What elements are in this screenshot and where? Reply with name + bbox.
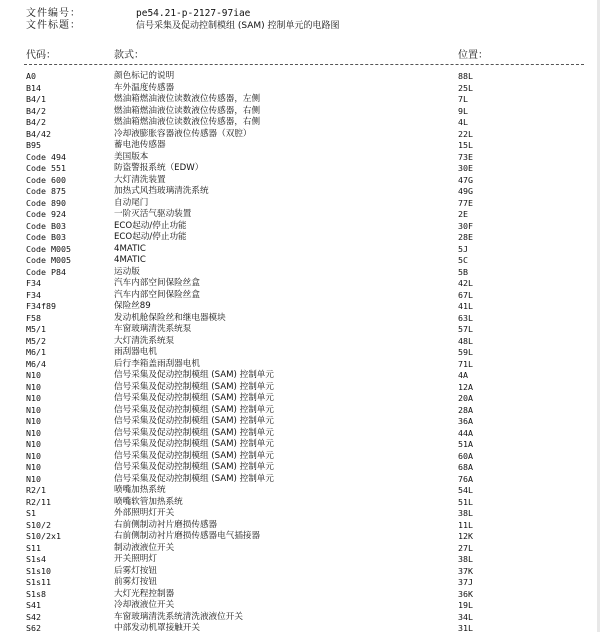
list-item bbox=[0, 347, 600, 359]
component-description: 发动机舱保险丝和继电器模块 bbox=[114, 312, 226, 323]
component-code: Code 875 bbox=[26, 186, 66, 196]
component-code: N10 bbox=[26, 404, 41, 415]
component-description: 大灯光程控制器 bbox=[114, 588, 175, 599]
component-description: 燃油箱燃油液位读数液位传感器，右侧 bbox=[114, 105, 261, 116]
list-item bbox=[0, 175, 600, 187]
component-position: 41L bbox=[458, 301, 473, 311]
component-position: 25L bbox=[458, 82, 473, 93]
component-position: 15L bbox=[458, 140, 473, 150]
list-item bbox=[0, 589, 600, 601]
list-item bbox=[0, 554, 600, 566]
document-number-value: pe54.21-p-2127-97iae bbox=[136, 8, 251, 19]
component-description: 前雾灯按钮 bbox=[114, 577, 157, 587]
component-position: 4L bbox=[458, 117, 468, 127]
list-item bbox=[0, 244, 600, 256]
component-code: N10 bbox=[26, 473, 41, 484]
list-item bbox=[0, 497, 600, 509]
list-item bbox=[0, 370, 600, 382]
list-item bbox=[0, 221, 600, 233]
component-description: 自动尾门 bbox=[114, 197, 149, 208]
component-description: 保险丝89 bbox=[114, 301, 151, 311]
list-item bbox=[0, 106, 600, 118]
component-description: 4MATIC bbox=[114, 243, 146, 254]
component-description: 喷嘴加热系统 bbox=[114, 485, 166, 495]
component-position: 19L bbox=[458, 600, 473, 610]
component-description: 车窗玻璃清洗系统清洗液液位开关 bbox=[114, 611, 243, 622]
component-code: S10/2 bbox=[26, 519, 51, 530]
component-description: 信号采集及促动控制模组 (SAM) 控制单元 bbox=[114, 427, 274, 438]
column-header-description: 款式： bbox=[114, 50, 144, 61]
component-position: 5J bbox=[458, 243, 468, 254]
component-position: 37J bbox=[458, 577, 473, 587]
list-item bbox=[0, 163, 600, 175]
component-description: ECO起动/停止功能 bbox=[114, 220, 187, 231]
component-description: 喷嘴软管加热系统 bbox=[114, 496, 183, 507]
component-position: 31L bbox=[458, 623, 473, 633]
component-description: 右前侧制动衬片磨损传感器 bbox=[114, 519, 218, 530]
component-position: 48L bbox=[458, 335, 473, 346]
component-code: B4/2 bbox=[26, 117, 46, 127]
list-item bbox=[0, 623, 600, 635]
document-title-line bbox=[26, 20, 340, 32]
list-item bbox=[0, 83, 600, 95]
component-description: 信号采集及促动控制模组 (SAM) 控制单元 bbox=[114, 473, 274, 484]
document-number-line bbox=[26, 8, 250, 20]
component-code: B4/1 bbox=[26, 94, 46, 104]
list-item bbox=[0, 485, 600, 497]
component-code: M6/1 bbox=[26, 347, 46, 357]
component-code: F34 bbox=[26, 289, 41, 300]
component-description: 大灯清洗装置 bbox=[114, 174, 166, 185]
list-item bbox=[0, 416, 600, 428]
component-code: F58 bbox=[26, 312, 41, 323]
component-code: N10 bbox=[26, 393, 41, 403]
component-position: 28A bbox=[458, 404, 473, 415]
component-list bbox=[0, 71, 600, 635]
component-description: 信号采集及促动控制模组 (SAM) 控制单元 bbox=[114, 416, 274, 426]
list-item bbox=[0, 462, 600, 474]
component-description: 蓄电池传感器 bbox=[114, 140, 166, 150]
component-code: Code 924 bbox=[26, 209, 66, 219]
component-description: 冷却液膨胀容器液位传感器（双腔） bbox=[114, 128, 252, 139]
list-item bbox=[0, 359, 600, 371]
component-position: 57L bbox=[458, 324, 473, 334]
component-code: N10 bbox=[26, 439, 41, 449]
component-description: 信号采集及促动控制模组 (SAM) 控制单元 bbox=[114, 450, 274, 461]
component-description: 美国版本 bbox=[114, 151, 149, 162]
component-code: N10 bbox=[26, 370, 41, 380]
component-code: F34f89 bbox=[26, 301, 56, 311]
component-position: 11L bbox=[458, 519, 473, 530]
component-code: Code 494 bbox=[26, 151, 66, 162]
component-position: 22L bbox=[458, 128, 473, 139]
component-position: 38L bbox=[458, 554, 473, 564]
component-description: 信号采集及促动控制模组 (SAM) 控制单元 bbox=[114, 393, 274, 403]
list-item bbox=[0, 290, 600, 302]
component-position: 49G bbox=[458, 186, 473, 196]
component-position: 47G bbox=[458, 174, 473, 185]
component-code: Code P84 bbox=[26, 266, 66, 277]
component-position: 28E bbox=[458, 232, 473, 242]
component-description: 汽车内部空间保险丝盒 bbox=[114, 289, 200, 300]
component-description: 雨刮器电机 bbox=[114, 347, 157, 357]
list-item bbox=[0, 612, 600, 624]
component-description: 信号采集及促动控制模组 (SAM) 控制单元 bbox=[114, 370, 274, 380]
component-position: 4A bbox=[458, 370, 468, 380]
component-position: 9L bbox=[458, 105, 468, 116]
list-item bbox=[0, 428, 600, 440]
component-code: Code B03 bbox=[26, 232, 66, 242]
component-description: 制动液液位开关 bbox=[114, 542, 175, 553]
list-item bbox=[0, 140, 600, 152]
component-position: 5B bbox=[458, 266, 468, 277]
component-description: 中部发动机罩接触开关 bbox=[114, 623, 200, 633]
component-code: B14 bbox=[26, 82, 41, 93]
component-description: 一阶灭活气驱动装置 bbox=[114, 209, 192, 219]
component-description: 加热式风挡玻璃清洗系统 bbox=[114, 186, 209, 196]
component-code: Code 890 bbox=[26, 197, 66, 208]
component-code: M6/4 bbox=[26, 358, 46, 369]
component-description: 后雾灯按钮 bbox=[114, 565, 157, 576]
component-position: 30E bbox=[458, 163, 473, 173]
component-position: 88L bbox=[458, 71, 473, 81]
component-position: 12A bbox=[458, 381, 473, 392]
component-code: N10 bbox=[26, 427, 41, 438]
list-item bbox=[0, 255, 600, 267]
component-position: 30F bbox=[458, 220, 473, 231]
list-item bbox=[0, 393, 600, 405]
list-item bbox=[0, 186, 600, 198]
component-description: 运动版 bbox=[114, 266, 140, 277]
component-code: Code M005 bbox=[26, 255, 71, 265]
component-position: 38L bbox=[458, 508, 473, 518]
component-description: 后行李箱盖雨刮器电机 bbox=[114, 358, 200, 369]
document-number-label: 文件编号： bbox=[26, 8, 81, 19]
component-code: Code 551 bbox=[26, 163, 66, 173]
list-item bbox=[0, 566, 600, 578]
component-code: M5/1 bbox=[26, 324, 46, 334]
component-code: A0 bbox=[26, 71, 36, 81]
component-position: 27L bbox=[458, 542, 473, 553]
list-item bbox=[0, 439, 600, 451]
list-item bbox=[0, 600, 600, 612]
component-code: B4/2 bbox=[26, 105, 46, 116]
list-item bbox=[0, 209, 600, 221]
component-description: 信号采集及促动控制模组 (SAM) 控制单元 bbox=[114, 381, 274, 392]
component-position: 7L bbox=[458, 94, 468, 104]
component-position: 51A bbox=[458, 439, 473, 449]
component-position: 60A bbox=[458, 450, 473, 461]
list-item bbox=[0, 232, 600, 244]
list-item bbox=[0, 313, 600, 325]
component-description: 汽车内部空间保险丝盒 bbox=[114, 278, 200, 288]
list-item bbox=[0, 543, 600, 555]
component-description: 4MATIC bbox=[114, 255, 146, 265]
component-position: 36A bbox=[458, 416, 473, 426]
component-description: ECO起动/停止功能 bbox=[114, 232, 187, 242]
list-item bbox=[0, 382, 600, 394]
list-item bbox=[0, 520, 600, 532]
component-code: N10 bbox=[26, 462, 41, 472]
component-position: 67L bbox=[458, 289, 473, 300]
header-divider bbox=[24, 64, 584, 65]
list-item bbox=[0, 508, 600, 520]
component-description: 外部照明灯开关 bbox=[114, 508, 175, 518]
component-position: 36K bbox=[458, 588, 473, 599]
component-code: S10/2x1 bbox=[26, 531, 61, 541]
component-position: 76A bbox=[458, 473, 473, 484]
component-description: 大灯清洗系统泵 bbox=[114, 335, 175, 346]
component-code: F34 bbox=[26, 278, 41, 288]
component-code: S11 bbox=[26, 542, 41, 553]
component-code: S42 bbox=[26, 611, 41, 622]
component-code: B95 bbox=[26, 140, 41, 150]
component-position: 5C bbox=[458, 255, 468, 265]
list-item bbox=[0, 451, 600, 463]
column-header-position: 位置： bbox=[458, 50, 488, 61]
component-code: B4/42 bbox=[26, 128, 51, 139]
component-description: 燃油箱燃油液位读数液位传感器，右侧 bbox=[114, 117, 261, 127]
component-code: S1s8 bbox=[26, 588, 46, 599]
list-item bbox=[0, 71, 600, 83]
component-position: 71L bbox=[458, 358, 473, 369]
component-code: Code M005 bbox=[26, 243, 71, 254]
component-position: 42L bbox=[458, 278, 473, 288]
list-item bbox=[0, 577, 600, 589]
component-code: S62 bbox=[26, 623, 41, 633]
component-code: N10 bbox=[26, 381, 41, 392]
list-item bbox=[0, 267, 600, 279]
component-description: 信号采集及促动控制模组 (SAM) 控制单元 bbox=[114, 439, 274, 449]
component-position: 77E bbox=[458, 197, 473, 208]
list-item bbox=[0, 301, 600, 313]
component-code: N10 bbox=[26, 450, 41, 461]
document-title-label: 文件标题： bbox=[26, 20, 81, 31]
component-description: 防盗警报系统（EDW） bbox=[114, 163, 204, 173]
component-position: 54L bbox=[458, 485, 473, 495]
component-position: 51L bbox=[458, 496, 473, 507]
list-item bbox=[0, 336, 600, 348]
list-item bbox=[0, 474, 600, 486]
list-item bbox=[0, 94, 600, 106]
column-header-code: 代码： bbox=[26, 50, 56, 61]
component-code: M5/2 bbox=[26, 335, 46, 346]
list-item bbox=[0, 531, 600, 543]
component-description: 右前侧制动衬片磨损传感器电气插接器 bbox=[114, 531, 261, 541]
component-code: S41 bbox=[26, 600, 41, 610]
component-position: 73E bbox=[458, 151, 473, 162]
component-position: 37K bbox=[458, 565, 473, 576]
component-position: 68A bbox=[458, 462, 473, 472]
component-description: 燃油箱燃油液位读数液位传感器，左侧 bbox=[114, 94, 261, 104]
component-code: S1s4 bbox=[26, 554, 46, 564]
list-item bbox=[0, 405, 600, 417]
component-description: 车外温度传感器 bbox=[114, 82, 175, 93]
component-code: Code 600 bbox=[26, 174, 66, 185]
component-position: 12K bbox=[458, 531, 473, 541]
component-code: Code B03 bbox=[26, 220, 66, 231]
list-item bbox=[0, 152, 600, 164]
component-position: 63L bbox=[458, 312, 473, 323]
component-description: 信号采集及促动控制模组 (SAM) 控制单元 bbox=[114, 462, 274, 472]
component-code: S1s10 bbox=[26, 565, 51, 576]
list-item bbox=[0, 129, 600, 141]
component-code: S1s11 bbox=[26, 577, 51, 587]
component-code: S1 bbox=[26, 508, 36, 518]
component-description: 车窗玻璃清洗系统泵 bbox=[114, 324, 192, 334]
component-description: 冷却液液位开关 bbox=[114, 600, 175, 610]
list-item bbox=[0, 117, 600, 129]
component-code: R2/1 bbox=[26, 485, 46, 495]
component-position: 44A bbox=[458, 427, 473, 438]
component-position: 59L bbox=[458, 347, 473, 357]
list-item bbox=[0, 278, 600, 290]
list-item bbox=[0, 324, 600, 336]
component-description: 颜色标记的说明 bbox=[114, 71, 175, 81]
component-position: 20A bbox=[458, 393, 473, 403]
component-code: N10 bbox=[26, 416, 41, 426]
component-description: 信号采集及促动控制模组 (SAM) 控制单元 bbox=[114, 404, 274, 415]
list-item bbox=[0, 198, 600, 210]
component-position: 2E bbox=[458, 209, 468, 219]
document-title-value: 信号采集及促动控制模组 (SAM) 控制单元的电路图 bbox=[136, 21, 340, 31]
component-description: 开关照明灯 bbox=[114, 554, 157, 564]
component-code: R2/11 bbox=[26, 496, 51, 507]
component-position: 34L bbox=[458, 611, 473, 622]
